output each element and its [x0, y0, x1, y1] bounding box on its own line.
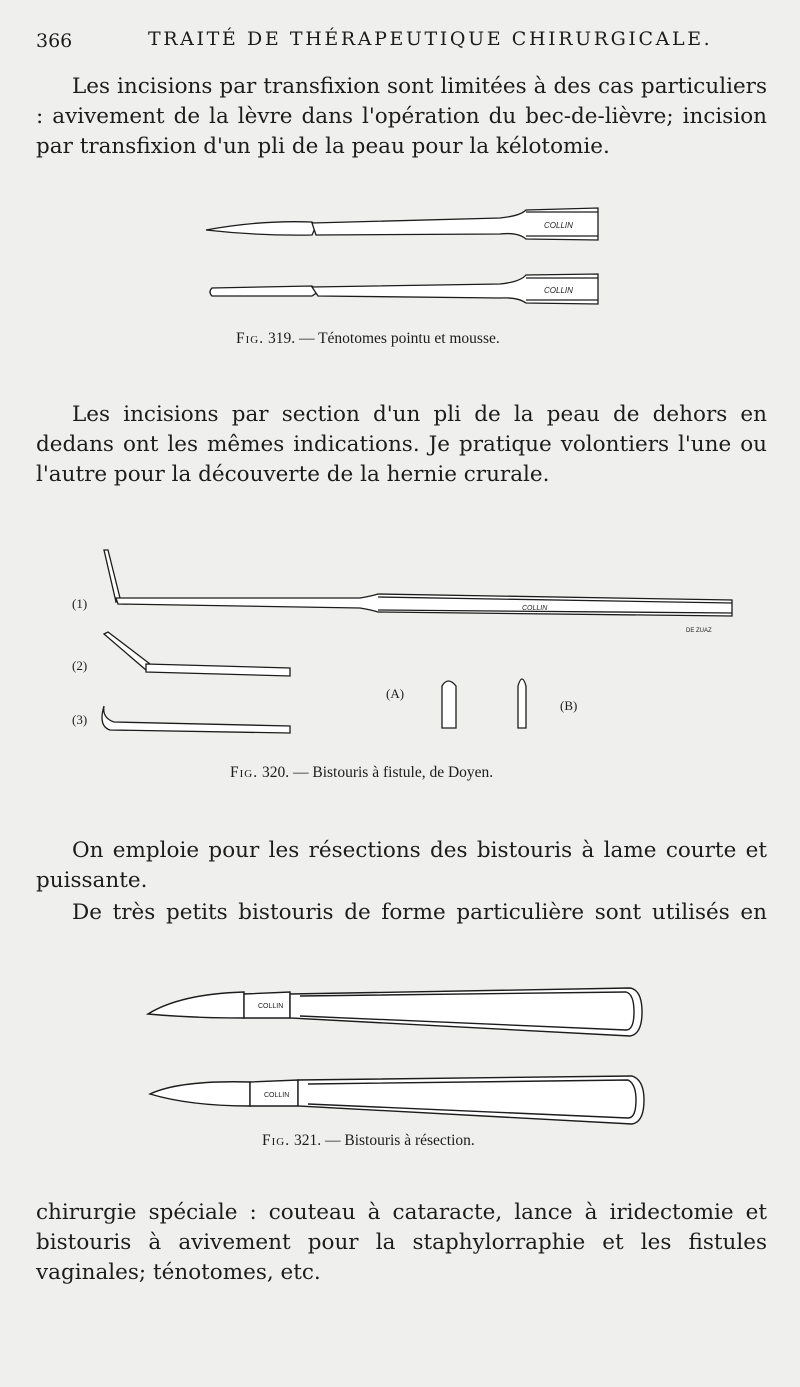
- caption-text: — Bistouris à fistule, de Doyen.: [292, 764, 494, 781]
- paragraph-transfixion: [36, 72, 767, 162]
- tip-b: [518, 679, 526, 728]
- figure-label: Fig.: [236, 330, 265, 347]
- caption-text: — Ténotomes pointu et mousse.: [298, 330, 500, 347]
- page-number: 366: [36, 30, 73, 52]
- running-header: [36, 28, 766, 52]
- paragraph-petits-bistouris: [36, 898, 767, 928]
- tip-a: [442, 681, 456, 728]
- engraving-collin: COLLIN: [544, 221, 573, 230]
- engraving-collin: COLLIN: [544, 286, 573, 295]
- label-3: (3): [72, 712, 88, 727]
- engraving-collin: COLLIN: [258, 1003, 284, 1010]
- paragraph-text: Les incisions par transfixion sont limitées à des cas particuliers : avivement de la lèvre dans l'opération du bec-de-lièvre; incision par transfixion d'un pli de la peau pour la kélotomie.: [36, 74, 767, 159]
- bistouri-1: [104, 550, 732, 616]
- bistouri-3: [102, 706, 290, 733]
- figure-number: 320.: [261, 764, 290, 781]
- engraving-collin: COLLIN: [264, 1092, 290, 1099]
- fistula-bistouris-illustration: [60, 540, 750, 740]
- figure-321: [140, 980, 650, 1130]
- bistouri-resection-2: [150, 1076, 644, 1124]
- label-1: (1): [72, 596, 88, 611]
- bistouri-resection-1: [148, 988, 642, 1036]
- paragraph-chirurgie-speciale: [36, 1198, 767, 1288]
- figure-label: Fig.: [230, 764, 259, 781]
- tenotome-pointed: [206, 208, 598, 240]
- figure-320: [60, 540, 750, 740]
- paragraph-text: On emploie pour les résections des bistouris à lame courte et puissante.: [36, 838, 767, 893]
- figure-319-caption: [236, 330, 500, 348]
- running-title: TRAITÉ DE THÉRAPEUTIQUE CHIRURGICALE.: [148, 28, 713, 50]
- bistouri-2: [104, 632, 290, 676]
- tenotome-blunt: [210, 274, 598, 304]
- engraving-collin: COLLIN: [522, 605, 548, 612]
- figure-number: 321.: [293, 1132, 322, 1149]
- label-a: (A): [386, 686, 405, 701]
- figure-320-caption: [230, 764, 493, 782]
- figure-319: [200, 200, 610, 312]
- paragraph-text: De très petits bistouris de forme particulière sont utilisés en: [72, 900, 767, 925]
- engraver-signature: DE ZUAZ: [686, 628, 712, 634]
- paragraph-resections: [36, 836, 767, 896]
- figure-321-caption: [262, 1132, 475, 1150]
- figure-number: 319.: [267, 330, 296, 347]
- paragraph-text: Les incisions par section d'un pli de la peau de dehors en dedans ont les mêmes indications. Je pratique volontiers l'une ou l'autre pour la découverte de la hernie crurale.: [36, 402, 767, 487]
- tenotomes-illustration: [200, 200, 610, 312]
- label-2: (2): [72, 658, 88, 673]
- paragraph-text: chirurgie spéciale : couteau à cataracte, lance à iridectomie et bistouris à avivement pour la staphylorraphie et les fistules vaginales; ténotomes, etc.: [36, 1200, 767, 1285]
- label-b: (B): [560, 698, 578, 713]
- paragraph-section-pli: [36, 400, 767, 490]
- caption-text: — Bistouris à résection.: [324, 1132, 475, 1149]
- resection-bistouris-illustration: [140, 980, 650, 1130]
- figure-label: Fig.: [262, 1132, 291, 1149]
